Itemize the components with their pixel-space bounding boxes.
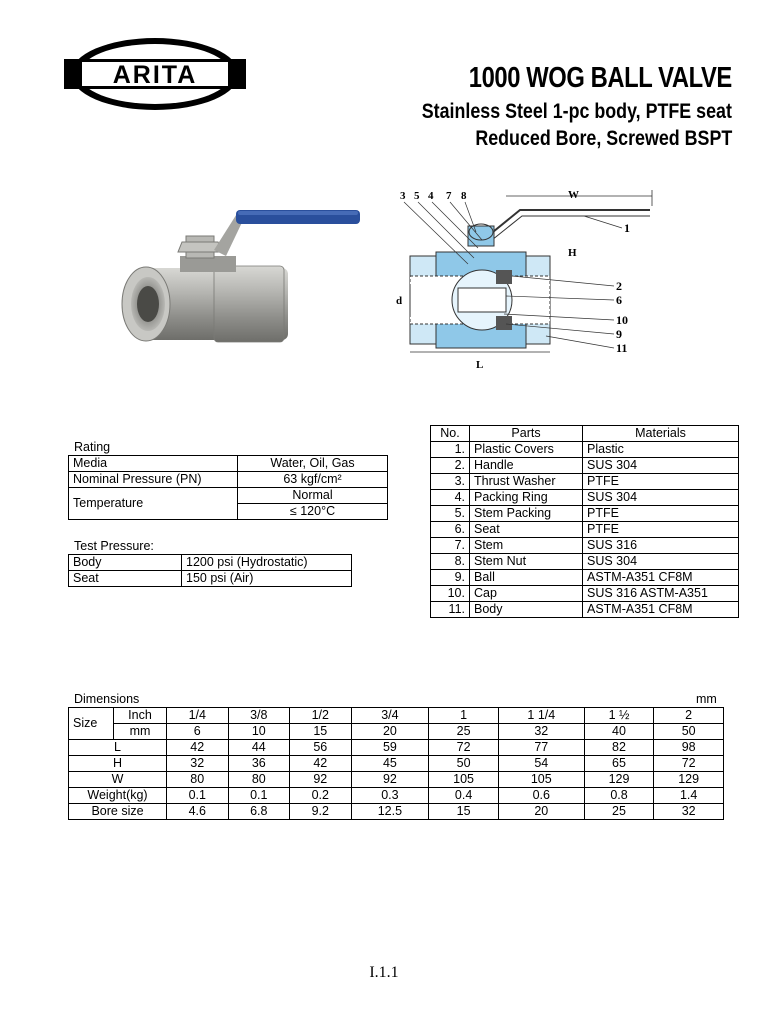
dimension-value: 0.6: [498, 788, 584, 804]
parts-table: [430, 425, 739, 618]
dimension-name: L: [69, 740, 167, 756]
table-row: [431, 442, 739, 458]
valve-cross-section-diagram: [396, 186, 664, 372]
table-row: [431, 490, 739, 506]
dimension-value: 12.5: [351, 804, 429, 820]
size-mm-cell: 15: [290, 724, 352, 740]
size-mm-cell: 50: [654, 724, 724, 740]
dimensions-label: Dimensions: [74, 692, 140, 706]
part-material: ASTM-A351 CF8M: [583, 602, 739, 618]
table-row: [69, 772, 724, 788]
part-material: PTFE: [583, 474, 739, 490]
size-label: Size: [69, 708, 114, 740]
size-inch-cell: 3/8: [228, 708, 290, 724]
part-name: Body: [470, 602, 583, 618]
dimensions-table: [68, 707, 724, 820]
table-row: [431, 506, 739, 522]
part-name: Stem: [470, 538, 583, 554]
dimension-value: 15: [429, 804, 499, 820]
part-name: Handle: [470, 458, 583, 474]
diagram-callout-2: 2: [616, 279, 622, 293]
part-no: 10.: [431, 586, 470, 602]
dimension-value: 6.8: [228, 804, 290, 820]
diagram-label-w: W: [568, 189, 579, 201]
part-material: SUS 304: [583, 458, 739, 474]
inch-label: Inch: [114, 708, 167, 724]
table-row: [431, 570, 739, 586]
size-mm-cell: 25: [429, 724, 499, 740]
part-material: Plastic: [583, 442, 739, 458]
diagram-callout-11: 11: [616, 341, 628, 355]
temperature-normal: Normal: [238, 488, 388, 504]
rating-table: [68, 455, 388, 520]
page-number: I.1.1: [369, 964, 399, 981]
size-mm-cell: 32: [498, 724, 584, 740]
dimension-value: 0.8: [584, 788, 654, 804]
test-row-value: 1200 psi (Hydrostatic): [182, 555, 352, 571]
table-row-mm: [69, 724, 724, 740]
dimension-value: 25: [584, 804, 654, 820]
dimension-value: 82: [584, 740, 654, 756]
dimension-value: 80: [167, 772, 229, 788]
dimension-name: H: [69, 756, 167, 772]
size-inch-cell: 1 ½: [584, 708, 654, 724]
temperature-value: ≤ 120°C: [238, 504, 388, 520]
test-pressure-label: Test Pressure:: [74, 539, 154, 553]
diagram-label-h: H: [568, 247, 577, 259]
part-material: PTFE: [583, 522, 739, 538]
temperature-label: Temperature: [69, 488, 238, 520]
size-mm-cell: 6: [167, 724, 229, 740]
test-row-name: Body: [69, 555, 182, 571]
table-row: [431, 458, 739, 474]
part-material: ASTM-A351 CF8M: [583, 570, 739, 586]
dimension-value: 20: [498, 804, 584, 820]
rating-label: Rating: [74, 440, 111, 454]
size-mm-cell: 20: [351, 724, 429, 740]
part-no: 7.: [431, 538, 470, 554]
part-name: Cap: [470, 586, 583, 602]
dimension-value: 56: [290, 740, 352, 756]
dimension-value: 42: [290, 756, 352, 772]
part-name: Seat: [470, 522, 583, 538]
dimension-value: 32: [167, 756, 229, 772]
table-row: [431, 474, 739, 490]
dimension-name: Bore size: [69, 804, 167, 820]
subtitle-material: Stainless Steel 1-pc body, PTFE seat: [421, 100, 732, 123]
part-name: Plastic Covers: [470, 442, 583, 458]
table-row: [69, 804, 724, 820]
part-material: SUS 316: [583, 538, 739, 554]
table-row: [69, 756, 724, 772]
subtitle-bore: Reduced Bore, Screwed BSPT: [475, 127, 732, 150]
dimension-value: 105: [498, 772, 584, 788]
dimensions-unit: mm: [696, 692, 717, 706]
part-no: 3.: [431, 474, 470, 490]
media-label: Media: [69, 456, 238, 472]
dimension-value: 0.1: [167, 788, 229, 804]
diagram-label-l: L: [476, 359, 484, 371]
table-row: [69, 740, 724, 756]
diagram-label-3: 3: [400, 190, 406, 202]
dimension-value: 36: [228, 756, 290, 772]
dimension-value: 44: [228, 740, 290, 756]
part-name: Stem Packing: [470, 506, 583, 522]
dimension-value: 92: [290, 772, 352, 788]
part-no: 11.: [431, 602, 470, 618]
part-no: 9.: [431, 570, 470, 586]
table-row: [431, 602, 739, 618]
part-name: Stem Nut: [470, 554, 583, 570]
size-inch-cell: 2: [654, 708, 724, 724]
test-row-name: Seat: [69, 571, 182, 587]
diagram-label-5: 5: [414, 190, 420, 202]
dimension-value: 0.2: [290, 788, 352, 804]
table-row: [69, 456, 388, 472]
part-no: 1.: [431, 442, 470, 458]
part-no: 8.: [431, 554, 470, 570]
dimension-value: 0.4: [429, 788, 499, 804]
table-row: [431, 522, 739, 538]
dimension-value: 98: [654, 740, 724, 756]
size-inch-cell: 1/2: [290, 708, 352, 724]
dimension-value: 129: [584, 772, 654, 788]
table-row: [69, 571, 352, 587]
size-inch-cell: 3/4: [351, 708, 429, 724]
diagram-label-8: 8: [461, 190, 467, 202]
size-inch-cell: 1/4: [167, 708, 229, 724]
dimension-name: W: [69, 772, 167, 788]
part-no: 5.: [431, 506, 470, 522]
header-materials: Materials: [583, 426, 739, 442]
part-name: Ball: [470, 570, 583, 586]
media-value: Water, Oil, Gas: [238, 456, 388, 472]
header-no: No.: [431, 426, 470, 442]
diagram-label-4: 4: [428, 190, 434, 202]
dimension-value: 105: [429, 772, 499, 788]
dimension-value: 9.2: [290, 804, 352, 820]
diagram-label-7: 7: [446, 190, 452, 202]
diagram-callout-10: 10: [616, 313, 628, 327]
size-mm-cell: 40: [584, 724, 654, 740]
table-row: [431, 554, 739, 570]
mm-label: mm: [114, 724, 167, 740]
dimension-value: 92: [351, 772, 429, 788]
table-row: [69, 555, 352, 571]
dimension-value: 54: [498, 756, 584, 772]
test-row-value: 150 psi (Air): [182, 571, 352, 587]
arita-logo: [64, 36, 246, 112]
table-row: [431, 586, 739, 602]
table-row: [69, 488, 388, 504]
part-name: Thrust Washer: [470, 474, 583, 490]
dimension-value: 1.4: [654, 788, 724, 804]
part-material: SUS 304: [583, 490, 739, 506]
table-row: [69, 788, 724, 804]
pressure-value: 63 kgf/cm²: [238, 472, 388, 488]
dimension-value: 77: [498, 740, 584, 756]
diagram-callout-6: 6: [616, 293, 622, 307]
table-row: [69, 472, 388, 488]
dimension-value: 0.3: [351, 788, 429, 804]
dimension-value: 50: [429, 756, 499, 772]
table-header-row: [431, 426, 739, 442]
part-material: SUS 316 ASTM-A351: [583, 586, 739, 602]
ball-valve-photo: [118, 206, 364, 352]
dimension-value: 72: [429, 740, 499, 756]
logo-text: ARITA: [112, 61, 198, 89]
pressure-label: Nominal Pressure (PN): [69, 472, 238, 488]
dimension-name: Weight(kg): [69, 788, 167, 804]
diagram-callout-1: 1: [624, 221, 630, 235]
dimension-value: 59: [351, 740, 429, 756]
dimension-value: 45: [351, 756, 429, 772]
dimension-value: 42: [167, 740, 229, 756]
dimension-value: 0.1: [228, 788, 290, 804]
part-name: Packing Ring: [470, 490, 583, 506]
dimension-value: 32: [654, 804, 724, 820]
size-inch-cell: 1 1/4: [498, 708, 584, 724]
table-row: [431, 538, 739, 554]
diagram-callout-9: 9: [616, 327, 622, 341]
header-parts: Parts: [470, 426, 583, 442]
size-mm-cell: 10: [228, 724, 290, 740]
size-inch-cell: 1: [429, 708, 499, 724]
part-material: PTFE: [583, 506, 739, 522]
table-row-inch: [69, 708, 724, 724]
part-no: 2.: [431, 458, 470, 474]
part-no: 4.: [431, 490, 470, 506]
dimension-value: 65: [584, 756, 654, 772]
dimension-value: 72: [654, 756, 724, 772]
page-title: 1000 WOG BALL VALVE: [468, 62, 732, 94]
dimension-value: 80: [228, 772, 290, 788]
diagram-label-d: d: [396, 295, 403, 307]
dimension-value: 129: [654, 772, 724, 788]
dimension-value: 4.6: [167, 804, 229, 820]
part-material: SUS 304: [583, 554, 739, 570]
test-pressure-table: [68, 554, 352, 587]
part-no: 6.: [431, 522, 470, 538]
